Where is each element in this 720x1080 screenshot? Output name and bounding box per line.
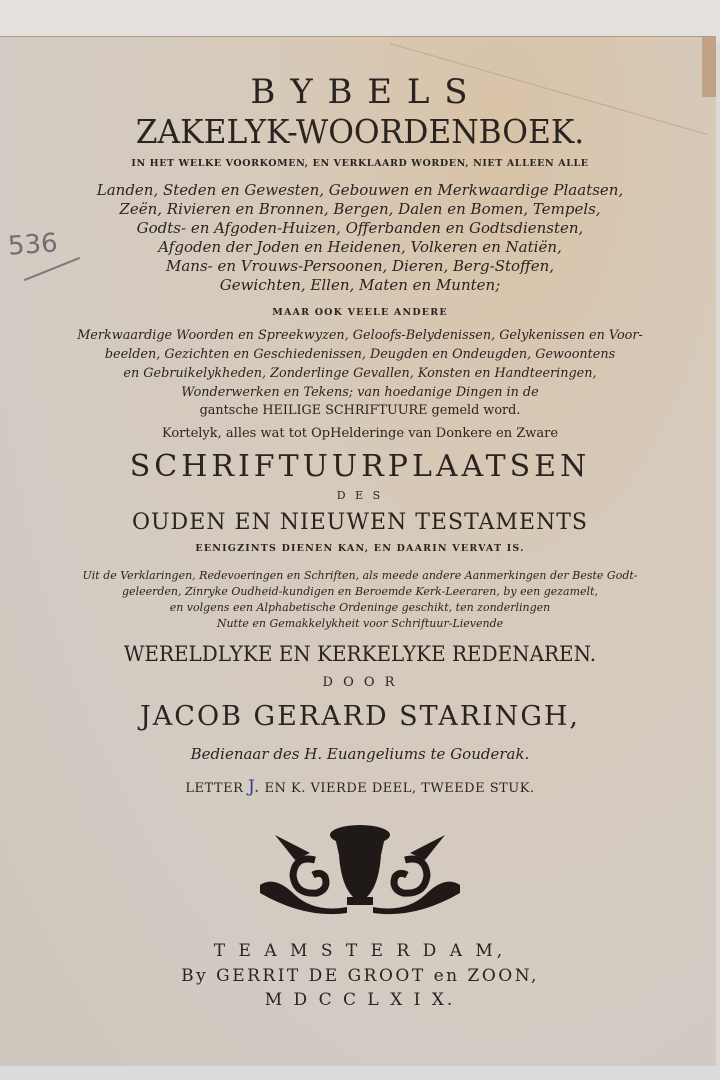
list1-line-1: Landen, Steden en Gewesten, Gebouwen en Merkwaardige Plaatsen, bbox=[96, 181, 624, 199]
testaments-line: OUDEN EN NIEUWEN TESTAMENTS bbox=[131, 510, 589, 535]
handwritten-note: 536 bbox=[7, 228, 59, 262]
door-line: D O O R bbox=[322, 675, 398, 690]
main-heading: SCHRIFTUURPLAATSEN bbox=[129, 449, 591, 484]
eenigzints-line: EENIGZINTS DIENEN KAN, EN DAARIN VERVAT IS. bbox=[195, 543, 525, 554]
redenaren-line: WERELDLYKE EN KERKELYKE REDENAREN. bbox=[123, 642, 597, 666]
list1-line-5: Mans- en Vrouws-Persoonen, Dieren, Berg-Stoffen, bbox=[165, 257, 554, 275]
list2-line-5: gantsche HEILIGE SCHRIFTUURE gemeld word. bbox=[199, 403, 521, 418]
list2-line-3: en Gebruikelykheden, Zonderlinge Gevallen, Konsten en Handteeringen, bbox=[123, 366, 597, 381]
volume-rest: EN K. VIERDE DEEL, TWEEDE STUK. bbox=[259, 781, 535, 796]
volume-prefix: LETTER bbox=[185, 781, 249, 796]
list3-line-3: en volgens een Alphabetische Ordeninge geschikt, ten zonderlingen bbox=[169, 601, 551, 614]
volume-letter-j: J. bbox=[248, 777, 260, 797]
volume-line bbox=[0, 777, 720, 797]
photo-background-bottom bbox=[0, 1066, 720, 1080]
title-line-2: ZAKELYK-WOORDENBOEK. bbox=[135, 112, 585, 151]
list2-line-2: beelden, Gezichten en Geschiedenissen, Deugden en Ondeugden, Gewoontens bbox=[104, 347, 616, 362]
list3-line-2: geleerden, Zinryke Oudheid-kundigen en Beroemde Kerk-Leeraren, by een gezamelt, bbox=[122, 585, 598, 598]
list2-line-1: Merkwaardige Woorden en Spreekwyzen, Geloofs-Belydenissen, Gelykenissen en Voor- bbox=[77, 328, 643, 343]
imprint-year: M D C C L X I X. bbox=[264, 990, 456, 1010]
author-name: JACOB GERARD STARINGH, bbox=[139, 701, 581, 732]
imprint-publisher: By GERRIT DE GROOT en ZOON, bbox=[181, 966, 539, 986]
subtitle-intro: IN HET WELKE VOORKOMEN, EN VERKLAARD WORDEN, NIET ALLEEN ALLE bbox=[131, 158, 589, 169]
list1-line-2: Zeën, Rivieren en Bronnen, Bergen, Dalen en Bomen, Tempels, bbox=[119, 200, 601, 218]
list2-line-4: Wonderwerken en Tekens; van hoedanige Dingen in de bbox=[181, 385, 539, 400]
printers-ornament-icon bbox=[255, 815, 465, 920]
connector: MAAR OOK VEELE ANDERE bbox=[272, 307, 448, 318]
list3-line-4: Nutte en Gemakkelykheit voor Schriftuur-Lievende bbox=[216, 617, 504, 630]
list1-line-6: Gewichten, Ellen, Maten en Munten; bbox=[219, 276, 501, 294]
kortelyk-line: Kortelyk, alles wat tot OpHelderinge van Donkere en Zware bbox=[161, 426, 559, 441]
list3-line-1: Uit de Verklaringen, Redevoeringen en Schriften, als meede andere Aanmerkingen der Beste Godt- bbox=[82, 569, 638, 582]
list1-line-4: Afgoden der Joden en Heidenen, Volkeren en Natiën, bbox=[158, 238, 562, 256]
des-line: D E S bbox=[336, 489, 384, 502]
list1-line-3: Godts- en Afgoden-Huizen, Offerbanden en Godtsdiensten, bbox=[136, 219, 584, 237]
author-role: Bedienaar des H. Euangeliums te Gouderak. bbox=[190, 745, 530, 763]
imprint-place: T E A M S T E R D A M, bbox=[213, 941, 507, 961]
title-line-1: B Y B E L S bbox=[250, 72, 470, 112]
